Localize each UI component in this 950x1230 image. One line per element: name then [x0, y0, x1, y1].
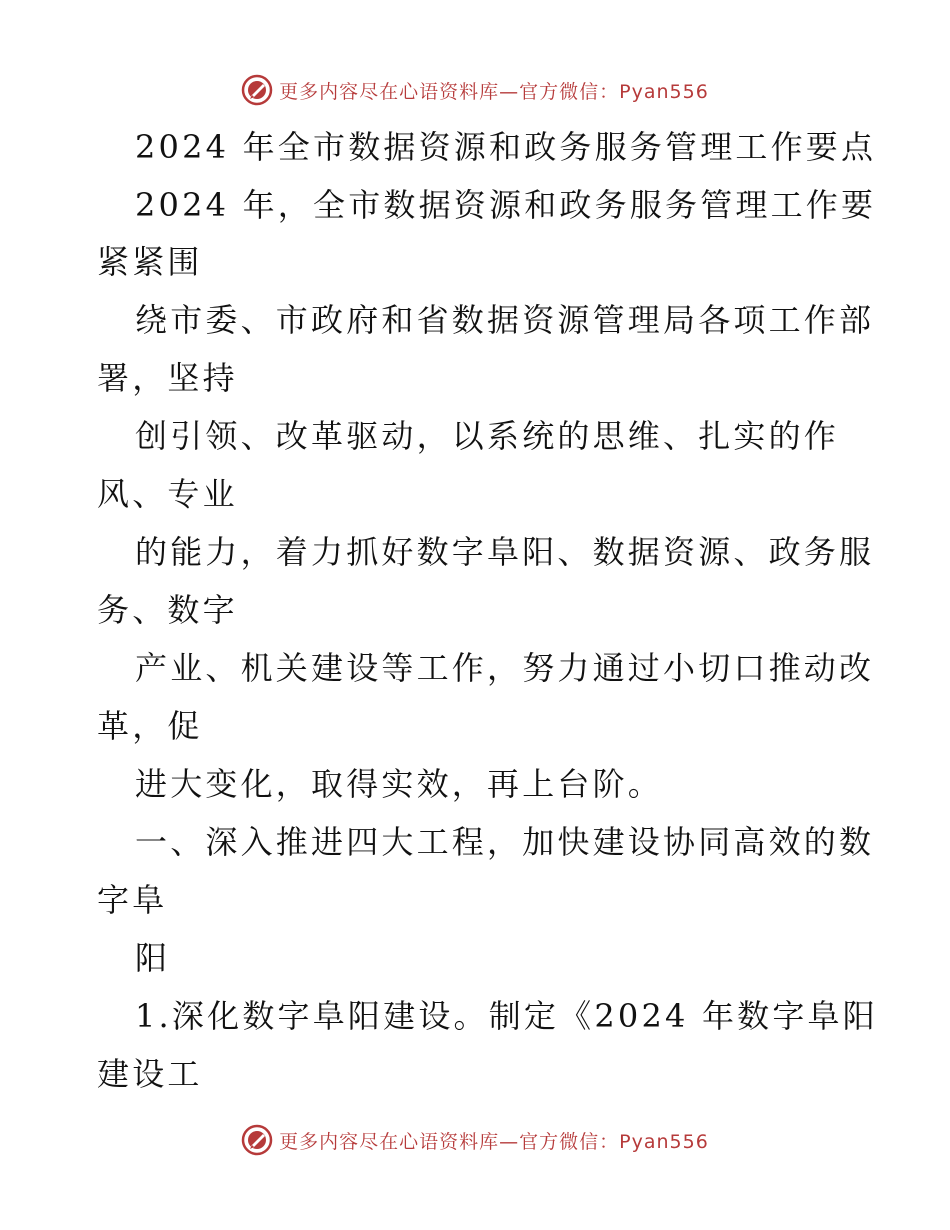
paragraph-line: 风、专业 [97, 475, 238, 513]
paragraph-line: 革，促 [97, 707, 203, 745]
footer-banner [0, 1120, 950, 1160]
section-heading: 阳 [135, 939, 171, 977]
paragraph-line: 紧紧围 [97, 243, 203, 281]
paragraph-line: 2024 年，全市数据资源和政务服务管理工作要 [135, 186, 877, 224]
banner-text: 更多内容尽在心语资料库—官方微信：Pyan556 [279, 1130, 709, 1153]
paragraph-line: 建设工 [97, 1055, 203, 1093]
paragraph-line: 产业、机关建设等工作，努力通过小切口推动改 [135, 649, 875, 687]
paragraph-line: 绕市委、市政府和省数据资源管理局各项工作部 [135, 301, 875, 339]
paragraph-line: 务、数字 [97, 591, 238, 629]
banner-text: 更多内容尽在心语资料库—官方微信：Pyan556 [279, 80, 709, 103]
document-title: 2024 年全市数据资源和政务服务管理工作要点 [135, 128, 877, 166]
section-heading: 一、深入推进四大工程，加快建设协同高效的数 [135, 823, 875, 861]
paragraph-line: 的能力，着力抓好数字阜阳、数据资源、政务服 [135, 533, 875, 571]
header-banner [0, 70, 950, 110]
paragraph-line: 进大变化，取得实效，再上台阶。 [135, 765, 664, 803]
paragraph-line: 1.深化数字阜阳建设。制定《2024 年数字阜阳 [135, 997, 878, 1035]
paragraph-line: 署，坚持 [97, 359, 238, 397]
paragraph-line: 创引领、改革驱动，以系统的思维、扎实的作 [135, 417, 840, 455]
pen-seal-logo-icon [241, 1124, 273, 1156]
section-heading: 字阜 [97, 881, 168, 919]
pen-seal-logo-icon [241, 74, 273, 106]
